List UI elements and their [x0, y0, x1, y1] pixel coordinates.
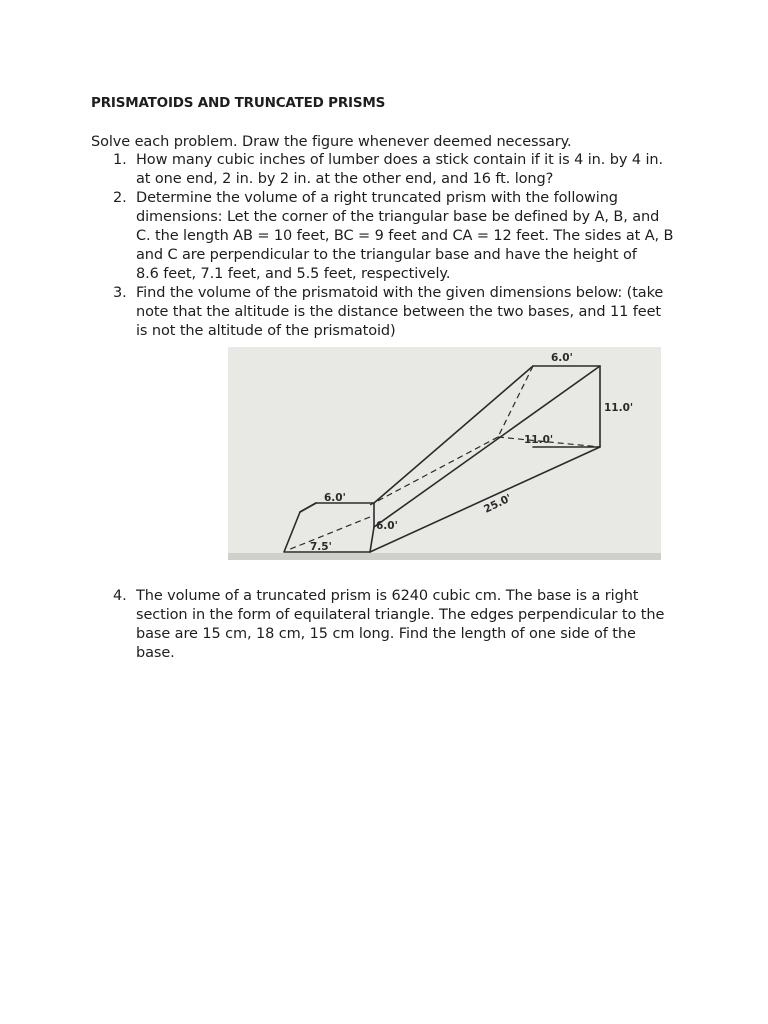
- problem-line: is not the altitude of the prismatoid): [136, 323, 396, 339]
- prismatoid-diagram: [228, 347, 661, 560]
- label-length: 25.0': [482, 492, 514, 516]
- problem-line: section in the form of equilateral triangle. The edges perpendicular to the: [136, 607, 665, 623]
- problem-number: 3.: [113, 285, 127, 301]
- label-front-edge: 6.0': [376, 520, 398, 532]
- problem-line: The volume of a truncated prism is 6240 cubic cm. The base is a right: [136, 588, 639, 604]
- problem-line: note that the altitude is the distance between the two bases, and 11 feet: [136, 304, 661, 320]
- label-right-height: 11.0': [604, 402, 634, 414]
- problem-number: 1.: [113, 152, 127, 168]
- problem-line: and C are perpendicular to the triangular base and have the height of: [136, 247, 637, 263]
- problem-line: base.: [136, 645, 175, 661]
- problem-number: 4.: [113, 588, 127, 604]
- label-bottom-left: 7.5': [310, 541, 332, 553]
- problem-line: base are 15 cm, 18 cm, 15 cm long. Find the length of one side of the: [136, 626, 636, 642]
- label-left-top: 6.0': [324, 492, 346, 504]
- problem-number: 2.: [113, 190, 127, 206]
- label-top-width: 6.0': [551, 352, 573, 364]
- problem-line: How many cubic inches of lumber does a stick contain if it is 4 in. by 4 in.: [136, 152, 664, 168]
- problem-line: Find the volume of the prismatoid with the given dimensions below: (take: [136, 285, 664, 301]
- problem-line: at one end, 2 in. by 2 in. at the other end, and 16 ft. long?: [136, 171, 554, 187]
- label-top-depth: 11.0': [524, 434, 554, 446]
- prismatoid-figure: [228, 347, 661, 560]
- problem-line: C. the length AB = 10 feet, BC = 9 feet and CA = 12 feet. The sides at A, B: [136, 228, 674, 244]
- problem-line: Determine the volume of a right truncated prism with the following: [136, 190, 618, 206]
- problem-line: 8.6 feet, 7.1 feet, and 5.5 feet, respectively.: [136, 266, 451, 282]
- instructions-text: Solve each problem. Draw the figure whenever deemed necessary.: [91, 134, 572, 150]
- document-title: PRISMATOIDS AND TRUNCATED PRISMS: [91, 95, 386, 111]
- problem-line: dimensions: Let the corner of the triangular base be defined by A, B, and: [136, 209, 660, 225]
